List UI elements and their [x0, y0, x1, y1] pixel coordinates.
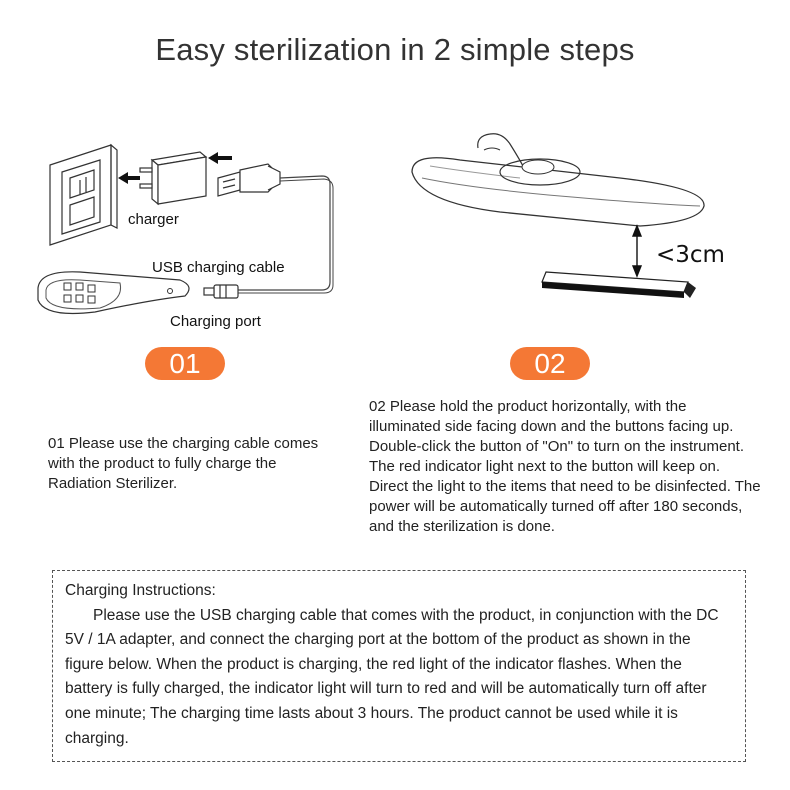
step-1-text: 01 Please use the charging cable comes with the product to fully charge the Radiation Sterilizer.	[48, 435, 319, 492]
instructions-heading: Charging Instructions:	[65, 582, 216, 599]
distance-label: <3cm	[656, 242, 725, 268]
sterilizer-device-icon	[38, 272, 189, 314]
step-1-badge: 01	[145, 347, 225, 380]
usb-plug-icon	[218, 164, 280, 196]
step-2-badge: 02	[510, 347, 590, 380]
port-label: Charging port	[170, 313, 261, 330]
hand-device-icon	[412, 134, 704, 226]
page-title: Easy sterilization in 2 simple steps	[155, 32, 635, 67]
charging-instructions-box	[52, 570, 746, 762]
instructions-body: Please use the USB charging cable that comes with the product, in conjunction with the DC 5V / 1A adapter, and connect the charging port at the bottom of the product as shown in the figure below. When the product is charging, the red light of the indicator flashes. When the battery is fully charged, the indicator light will turn to red and will be automatically turn off after one minute; The charging time lasts about 3 hours. The product cannot be used while it is charging.	[65, 606, 719, 747]
dc-plug-icon	[204, 285, 238, 298]
step-2-text: 02 Please hold the product horizontally, with the illuminated side facing down and the buttons facing up. Double-click the button of "On" to turn on the instrument. The red indicator light next to the button will keep on. Direct the light to the items that need to be disinfected. The power will be automatically turned off after 180 seconds, and the sterilization is done.	[369, 398, 761, 535]
charger-icon	[140, 152, 206, 204]
arrow-left-icon	[208, 152, 232, 164]
target-surface-icon	[542, 272, 696, 298]
distance-arrow-icon	[633, 226, 641, 276]
cable-label: USB charging cable	[152, 259, 285, 276]
wall-socket-icon	[50, 145, 117, 245]
charger-label: charger	[128, 211, 179, 228]
arrow-left-icon	[118, 172, 140, 184]
